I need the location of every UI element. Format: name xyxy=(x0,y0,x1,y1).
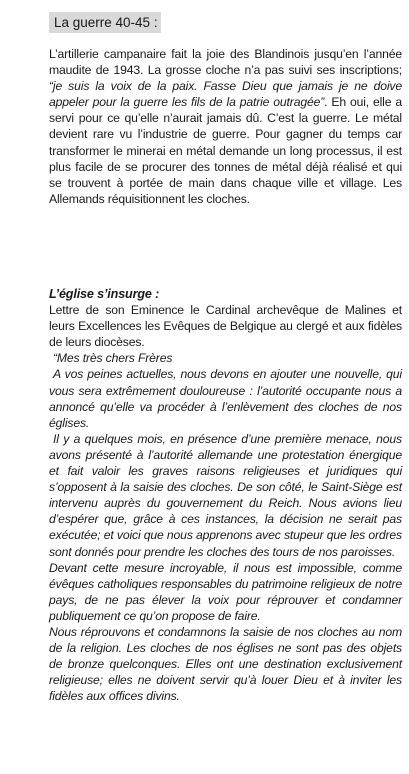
letter-paragraph-4: Nous réprouvons et condamnons la saisie de nos cloches au nom de la religion. Les cloches de nos églises ne sont pas des objets de bronze quelconques. Elles ont une destination exclusivement religieuse; elles ne doivent servir qu’à louer Dieu et à inviter les fidèles aux offices divins. xyxy=(49,624,402,704)
intro-paragraph xyxy=(49,46,402,207)
letter-paragraph-3: Devant cette mesure incroyable, il nous est impossible, comme évêques catholiques responsables du patrimoine religieux de notre pays, de ne pas élever la voix pour réprouver et condamner publiquement ce qu’on propose de faire. xyxy=(49,560,402,623)
church-section-title: L’église s’insurge : xyxy=(49,287,160,301)
letter-salutation: “Mes très chers Frères xyxy=(53,351,173,366)
bishops-letter xyxy=(49,350,402,704)
intro-text-start: L’artillerie campanaire fait la joie des Blandinois jusqu’en l’année maudite de 1943. La grosse cloche n’a pas suivi ses inscriptions; xyxy=(49,47,402,78)
letter-paragraph-2: Il y a quelques mois, en présence d’une première menace, nous avons présenté à l’autorité allemande une protestation énergique et fait valoir les graves raisons religieuses et juridiques qui s’opposent à la saisie des cloches. De son côté, le Saint-Siège est intervenu auprès du gouvernement du Reich. Nous avions lieu d’espérer que, grâce à ces instances, la décision ne serait pas exécutée; et voici que nous apprenons avec stupeur que les ordres sont donnés pour prendre les cloches des tours de nos paroisses. xyxy=(49,431,402,559)
intro-text-end: . Eh oui, elle a servi pour ce qu’elle n’aurait jamais dû. C’est la guerre. Le métal devient rare vu l’industrie de guerre. Pour gagner du temps car transformer le minerai en métal demande un long processus, il est plus facile de se procurer des tonnes de métal déjà réalisé et qui se trouvent à portée de main dans chaque ville et village. Les Allemands réquisitionnent les cloches. xyxy=(49,95,402,206)
letter-lead: Lettre de son Eminence le Cardinal archevêque de Malines et leurs Excellences les Evêques de Belgique au clergé et aux fidèles de leurs diocèses. xyxy=(49,303,402,350)
intro-section xyxy=(49,46,402,207)
letter-paragraph-1: A vos peines actuelles, nous devons en ajouter une nouvelle, qui vous sera extrêmement douloureuse : l’autorité occupante nous a annoncé qu’elle va procéder à l’enlèvement des cloches de nos églises. xyxy=(49,367,402,430)
church-section xyxy=(49,286,402,704)
bell-inscription-quote: “je suis la voix de la paix. Fasse Dieu que jamais je ne doive appeler pour la guerre les fils de la patrie outragée” xyxy=(49,79,402,110)
section-heading: La guerre 40-45 : xyxy=(49,12,161,33)
